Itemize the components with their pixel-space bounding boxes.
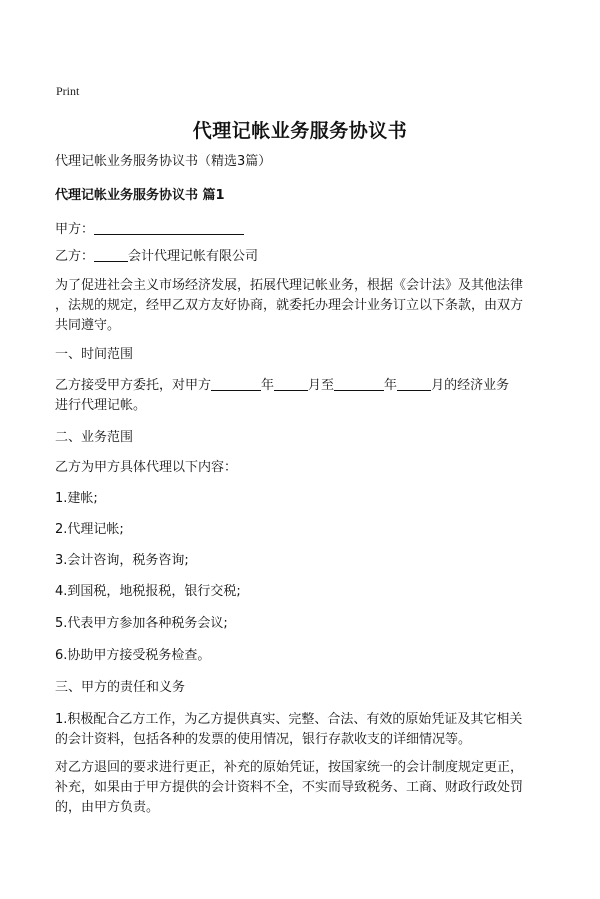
list-item: 2.代理记帐; (55, 522, 124, 537)
section3-p1-line: 的会计资料，包括各种的发票的使用情况，银行存款收支的详细情况等。 (55, 732, 472, 747)
section1-month-end: 月的经济业务 (431, 378, 510, 393)
section3-heading: 三、甲方的责任和义务 (55, 680, 186, 695)
section1-year2: 年 (384, 378, 398, 393)
year-blank-2 (334, 376, 384, 391)
preamble-line: 共同遵守。 (55, 318, 121, 333)
preamble-paragraph (55, 276, 555, 336)
month-blank-1 (274, 376, 308, 391)
preamble-line: 为了促进社会主义市场经济发展，拓展代理记帐业务，根据《会计法》及其他法律 (55, 278, 524, 293)
month-blank-2 (397, 376, 431, 391)
section3-p2-line: 对乙方退回的要求进行更正，补充的原始凭证，按国家统一的会计制度规定更正， (55, 760, 524, 775)
party-a-line (55, 220, 555, 240)
section1-month-to: 月至 (308, 378, 335, 393)
section3-paragraph-2 (55, 758, 555, 818)
party-a-label: 甲方： (55, 222, 95, 237)
section3-paragraph-1 (55, 710, 555, 750)
list-item: 1.建帐; (55, 491, 98, 506)
section2-heading: 二、业务范围 (55, 430, 134, 445)
year-blank-1 (211, 376, 261, 391)
section1-paragraph (55, 376, 555, 416)
section3-p2-line: 补充，如果由于甲方提供的会计资料不全，不实而导致税务、工商、财政行政处罚 (55, 780, 524, 795)
section1-text-prefix: 乙方接受甲方委托，对甲方 (55, 378, 212, 393)
preamble-line: ，法规的规定，经甲乙双方友好协商，就委托办理会计业务订立以下条款，由双方 (55, 298, 524, 313)
list-item: 3.会计咨询，税务咨询; (55, 553, 189, 568)
list-item: 4.到国税，地税报税，银行交税; (55, 584, 241, 599)
section1-line1 (55, 376, 555, 396)
document-title: 代理记帐业务服务协议书 (192, 120, 408, 142)
party-b-line (55, 247, 555, 267)
party-a-blank (94, 220, 244, 235)
print-label: Print (56, 84, 80, 98)
list-item: 5.代表甲方参加各种税务会议; (55, 616, 228, 631)
party-b-label: 乙方： (55, 249, 95, 264)
section1-heading: 一、时间范围 (55, 347, 134, 362)
section2-lead: 乙方为甲方具体代理以下内容： (55, 460, 238, 475)
party-b-blank (94, 247, 128, 262)
section-heading: 代理记帐业务服务协议书 篇1 (55, 188, 225, 203)
section1-year1: 年 (261, 378, 275, 393)
section3-p2-line: 的，由甲方负责。 (55, 800, 160, 815)
list-item: 6.协助甲方接受税务检查。 (55, 648, 211, 663)
party-b-name: 会计代理记帐有限公司 (128, 249, 259, 264)
document-subtitle: 代理记帐业务服务协议书（精选3篇） (55, 154, 272, 169)
section3-p1-line: 1.积极配合乙方工作，为乙方提供真实、完整、合法、有效的原始凭证及其它相关 (55, 712, 523, 727)
section1-line2: 进行代理记帐。 (55, 398, 147, 413)
